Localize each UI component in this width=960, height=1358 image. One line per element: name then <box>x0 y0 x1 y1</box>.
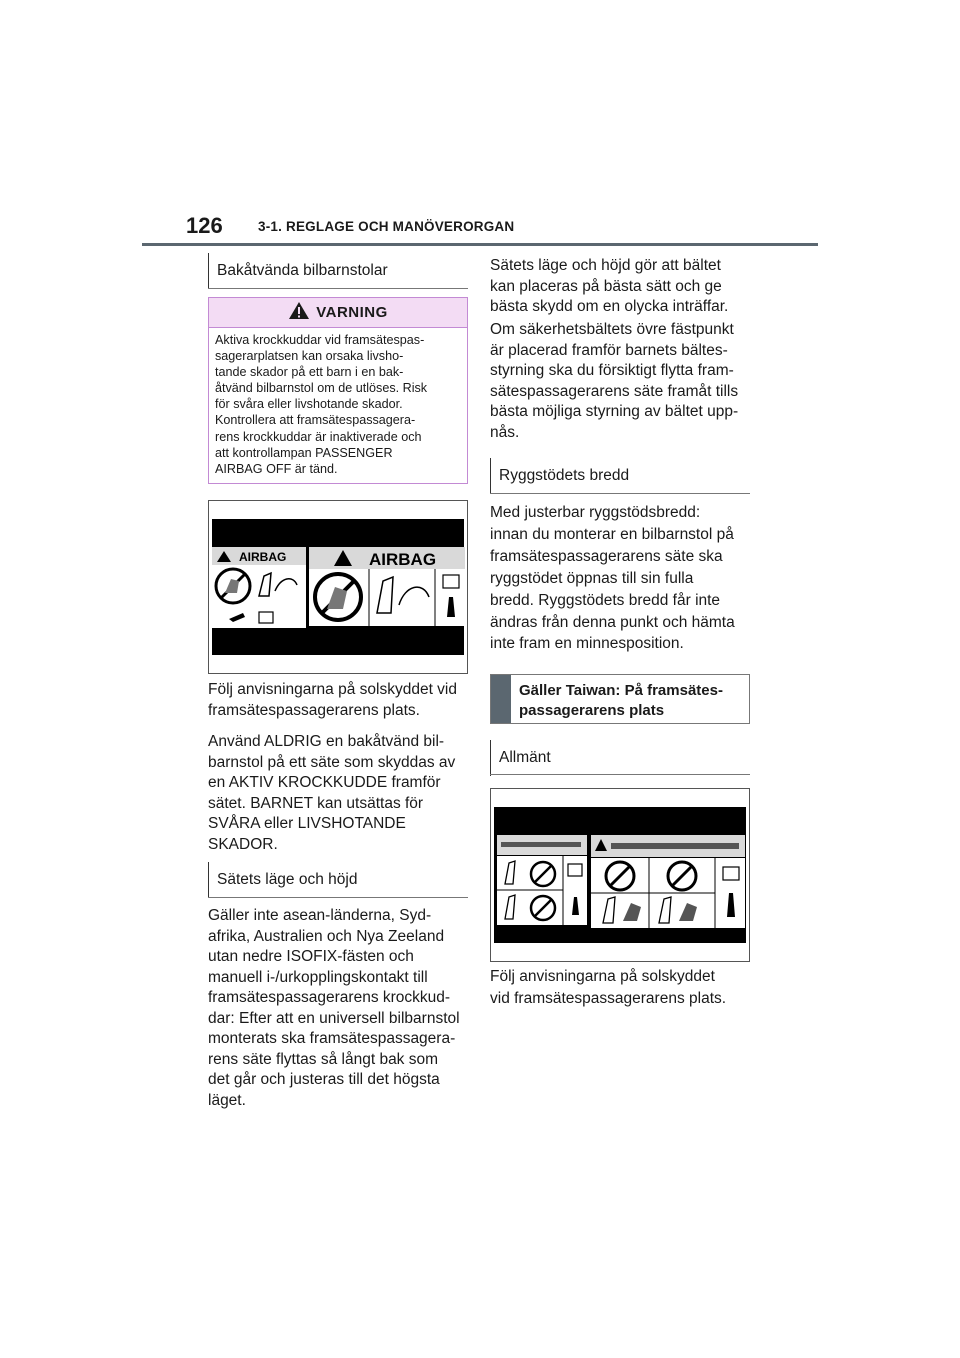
text-line: framsätespassagerarens plats. <box>208 701 420 719</box>
text-line: Följ anvisningarna på solskyddet <box>490 968 715 985</box>
taiwan-section-title <box>519 681 745 720</box>
text-line: innan du monterar en bilbarnstol på <box>490 525 734 543</box>
paragraph <box>208 680 470 721</box>
text-line: dar: Efter att en universell bilbarnstol <box>208 1009 460 1027</box>
airbag-label-illustration <box>208 500 468 674</box>
text-line: inte fram en minnesposition. <box>490 635 684 653</box>
heading-seat-position: Sätets läge och höjd <box>208 870 357 890</box>
text-line: bästa möjliga styrning av bältet upp- <box>490 403 739 420</box>
paragraph <box>490 502 752 655</box>
text-line: det går och justeras till det högsta <box>208 1071 440 1088</box>
text-line: bästa skydd om en olycka inträffar. <box>490 298 729 315</box>
paragraph <box>490 966 752 1010</box>
paragraph <box>208 906 470 1111</box>
warning-line: åtvänd bilbarnstol om de utlöses. Risk <box>215 381 428 396</box>
text-line: passagerarens plats <box>519 701 665 719</box>
warning-line: rens krockkuddar är inaktiverade och <box>215 429 422 444</box>
header-rule <box>142 243 818 246</box>
text-line: läget. <box>208 1091 246 1109</box>
heading-rule <box>490 774 750 775</box>
warning-header <box>209 298 467 328</box>
text-line: sätespassagerarens säte framåt tills <box>490 382 739 400</box>
text-line: Sätets läge och höjd gör att bältet <box>490 257 721 274</box>
text-line: bredd. Ryggstödets bredd får inte <box>490 591 721 609</box>
text-line: Följ anvisningarna på solskyddet vid <box>208 681 457 698</box>
small-taiwan-label <box>497 835 587 925</box>
text-line: ändras från denna punkt och hämta <box>490 613 735 631</box>
text-line: rens säte flyttas så långt bak som <box>208 1050 439 1068</box>
warning-line: Kontrollera att framsätespassagera- <box>215 413 416 428</box>
warning-line: sagerarplatsen kan orsaka livsho- <box>215 349 404 364</box>
text-line: SKADOR. <box>208 835 278 853</box>
warning-line: att kontrollampan PASSENGER <box>215 445 393 460</box>
text-line: sätet. BARNET kan utsättas för <box>208 794 424 812</box>
warning-line: Aktiva krockkuddar vid framsätespas- <box>215 333 425 347</box>
text-line: nås. <box>490 423 520 441</box>
warning-body <box>215 332 463 477</box>
taiwan-airbag-label-illustration <box>490 788 750 962</box>
large-taiwan-label <box>591 835 745 928</box>
heading-backrest-width: Ryggstödets bredd <box>490 466 629 486</box>
text-line: Gäller Taiwan: På framsätes- <box>519 682 723 699</box>
chapter-title: 3-1. REGLAGE OCH MANÖVERORGAN <box>258 219 515 234</box>
text-line: monterats ska framsätespassagera- <box>208 1030 456 1047</box>
section-accent-bar <box>491 675 511 723</box>
text-line: Använd ALDRIG en bakåtvänd bil- <box>208 733 445 750</box>
text-line: SVÅRA eller LIVSHOTANDE <box>208 815 406 832</box>
warning-line: för svåra eller livshotande skador. <box>215 397 403 412</box>
warning-box <box>208 297 468 484</box>
large-airbag-text: AIRBAG <box>369 550 437 569</box>
text-line: vid framsätespassagerarens plats. <box>490 990 727 1007</box>
warning-triangle-icon <box>288 301 310 320</box>
heading-rule <box>208 897 468 898</box>
heading-rule <box>490 493 750 494</box>
airbag-label-drawing <box>209 501 467 673</box>
small-airbag-text: AIRBAG <box>239 550 287 564</box>
text-line: framsätespassagerarens krockkud- <box>208 989 451 1006</box>
text-line: Gäller inte asean-länderna, Syd- <box>208 907 432 924</box>
text-line: barnstol på ett säte som skyddas av <box>208 753 456 771</box>
heading-rear-facing: Bakåtvända bilbarnstolar <box>208 261 388 281</box>
warning-title: VARNING <box>316 304 388 321</box>
page-number: 126 <box>186 213 223 238</box>
paragraph <box>490 320 752 443</box>
warning-line: tande skador på ett barn i en bak- <box>215 365 404 380</box>
taiwan-section-box <box>490 674 750 724</box>
paragraph <box>490 256 752 318</box>
text-line: Om säkerhetsbältets övre fästpunkt <box>490 321 734 338</box>
text-line: utan nedre ISOFIX-fästen och <box>208 948 414 965</box>
text-line: ryggstödet öppnas till sin fulla <box>490 569 694 587</box>
paragraph <box>208 732 470 855</box>
taiwan-label-drawing <box>491 789 749 961</box>
small-airbag-label <box>212 547 306 628</box>
large-airbag-label <box>309 547 465 626</box>
heading-rule <box>208 288 468 289</box>
text-line: styrning ska du försiktigt flytta fram- <box>490 362 734 379</box>
text-line: är placerad framför barnets bältes- <box>490 341 728 359</box>
heading-general: Allmänt <box>490 748 551 768</box>
text-line: kan placeras på bästa sätt och ge <box>490 277 722 295</box>
text-line: manuell i-/urkopplingskontakt till <box>208 968 428 986</box>
text-line: en AKTIV KROCKKUDDE framför <box>208 774 441 791</box>
text-line: Med justerbar ryggstödsbredd: <box>490 504 701 521</box>
text-line: framsätespassagerarens säte ska <box>490 547 723 565</box>
text-line: afrika, Australien och Nya Zeeland <box>208 927 445 945</box>
warning-line: AIRBAG OFF är tänd. <box>215 461 338 476</box>
